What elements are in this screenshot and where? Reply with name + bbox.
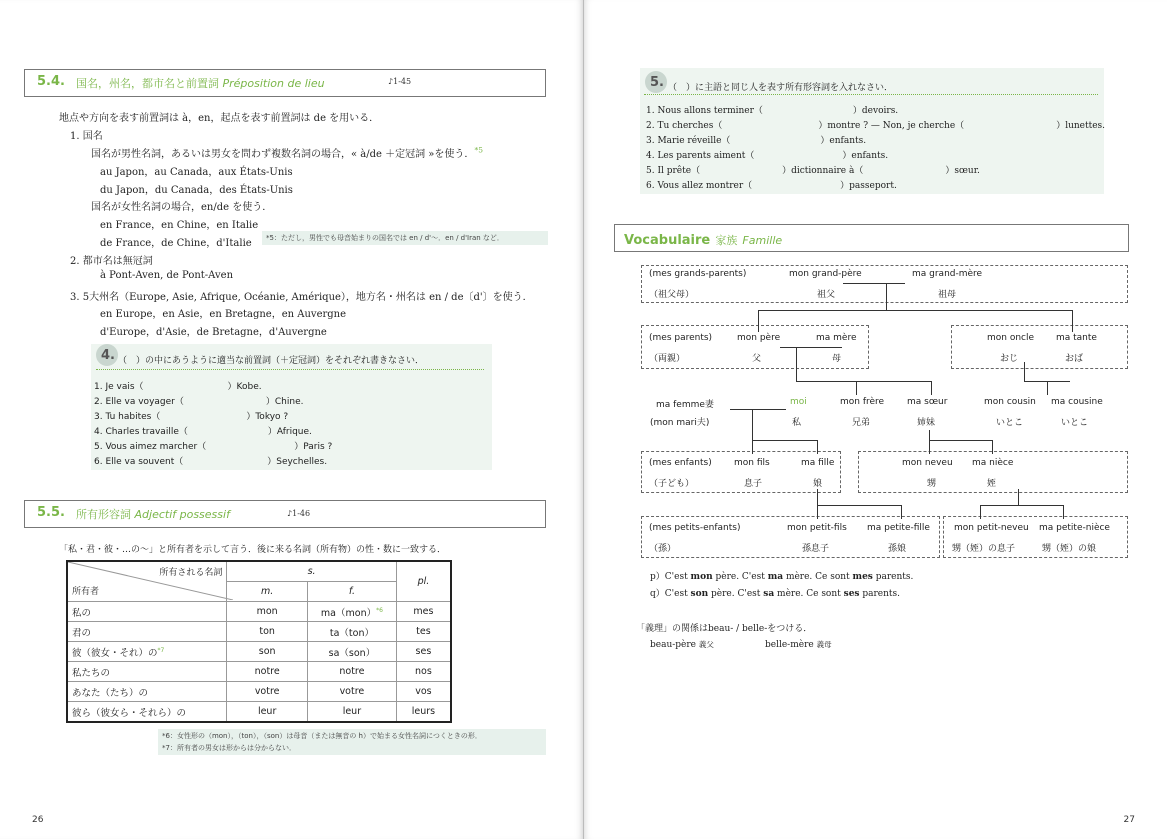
exercise-4-instruction: （ ）の中にあうように適当な前置詞（＋定冠詞）をそれぞれ書きなさい． [118,356,425,366]
exercise-4-line [94,409,288,422]
connector [780,347,842,348]
grandnephew-jp: 甥（姪）の息子 [952,544,1016,554]
connector [817,440,818,454]
exercise-4-divider [96,369,484,370]
me: moi [790,397,807,407]
parents-label: (mes parents) [649,333,713,343]
example-q: q）C'est son père. C'est sa mère. Ce sont ses parents. [650,589,901,599]
granddaughter: ma petite-fille [867,523,930,533]
cousin-m: mon cousin [984,397,1036,407]
exercise-4-line [94,379,262,392]
son-jp: 息子 [744,479,763,489]
table-cell-m: ton [227,622,308,642]
ex5-line-2: 2. Tu cherches（ ）montre ? — Non, je cherche（ ）lunettes. [646,121,1106,131]
footnotes-6-7 [158,729,546,755]
ex5-line-4: 4. Les parents aiment（ ）enfants. [646,151,889,161]
connector [1072,310,1073,332]
connector [931,381,932,395]
connector [992,440,993,454]
table-row [67,662,451,682]
connector [796,381,932,382]
ex5-line-1: 1. Nous allons terminer（ ）devoirs. [646,106,899,116]
footnote-7: *7：所有者の男女は形からは分からない． [162,744,296,752]
item-country-fem: 国名が女性名詞の場合，en/de を使う． [91,202,273,213]
exercise-line-text: ）Paris ? [294,442,333,452]
table-row [67,702,451,723]
section-5-5-title: 所有形容詞 Adjectif possessif [76,508,230,521]
grandchildren-label: (mes petits-enfants) [649,523,741,533]
ex5-line-6: 6. Vous allez montrer（ ）passeport. [646,181,897,191]
example-en-region: en Europe，en Asie，en Bretagne，en Auvergne [100,309,347,320]
footnote-6: *6：女性形の（mon），（ton），（son）は母音（または無音の h）で始まる女性名詞につくときの形． [162,732,482,740]
audio-track-1-45: ♪1-45 [388,77,412,86]
nephew: mon neveu [902,458,953,468]
possessive-table [66,560,452,723]
table-cell-owner: 私たちの [67,662,227,682]
table-cell-f: sa（son） [308,642,397,662]
exercise-line-text: 1. Je vais（ [94,382,144,392]
grandnephew: mon petit-neveu [954,523,1029,533]
exercise-4-line [94,454,327,467]
connector [1047,381,1048,395]
grandmother-jp: 祖母 [938,290,957,300]
audio-track-1-46: ♪1-46 [287,509,311,518]
cousin-f-jp: いとこ [1061,418,1089,428]
brother-jp: 兄弟 [852,418,871,428]
wife: ma femme妻 [656,400,714,410]
exercise-line-text: ）Afrique. [267,427,312,437]
table-cell-m: votre [227,682,308,702]
item-country-masc: 国名が男性名詞，あるいは男女を問わず複数名詞の場合，« à/de ＋定冠詞 »を使う．$^{*5}$ [91,145,483,160]
uncle: mon oncle [987,333,1035,343]
right-page [584,0,1167,839]
cousin-m-jp: いとこ [996,418,1024,428]
exercise-line-text: 4. Charles travaille（ [94,427,188,437]
uncle-aunt-row [951,325,1128,369]
exercise-4-number: 4. [101,348,115,363]
example-en: en France，en Chine，en Italie [100,220,259,231]
example-du: du Japon，du Canada，des États-Unis [100,185,293,196]
connector [1063,505,1064,519]
table-cell-f: notre [308,662,397,682]
son: mon fils [734,458,770,468]
section-5-4-title: 国名，州名，都市名と前置詞 Préposition de lieu [76,77,325,90]
connector [817,505,902,506]
connector [730,409,786,410]
exercise-5-divider [644,94,1098,95]
section-5-5-number: 5.5. [37,505,65,520]
connector [843,283,905,284]
niece-jp: 姪 [987,479,997,489]
niece: ma nièce [972,458,1014,468]
vocab-title: Vocabulaire 家族 Famille [624,233,783,248]
example-au: au Japon，au Canada，aux États-Unis [100,167,293,178]
table-cell-owner: 彼（彼女・それ）の$^{*7}$ [67,642,227,662]
table-cell-m: son [227,642,308,662]
exercise-line-text: 3. Tu habites（ [94,412,161,422]
connector [856,381,857,395]
exercise-line-text: 6. Elle va souvent（ [94,457,184,467]
mother: ma mère [816,333,857,343]
section-5-4-number: 5.4. [37,74,65,89]
grandniece: ma petite-nièce [1039,523,1110,533]
grandparents-label: (mes grands-parents) [649,269,747,279]
uncle-jp: おじ [1000,354,1019,364]
children-label-jp: （子ども） [649,479,695,489]
in-law-note: 「義理」の関係はbeau- / belle-をつける． [636,624,813,634]
daughter: ma fille [801,458,835,468]
connector [752,440,818,441]
header-singular: s. [227,561,397,582]
nephew-jp: 甥 [927,479,937,489]
connector [752,440,753,454]
aunt: ma tante [1056,333,1097,343]
table-cell-owner: 私の [67,602,227,622]
header-owned-noun: 所有される名詞 [159,568,223,578]
item-city: 2. 都市名は無冠詞 [70,256,153,267]
connector [752,409,753,440]
exercise-line-text: ）Chine. [265,397,304,407]
table-row [67,642,451,662]
table-row [67,602,451,622]
me-jp: 私 [792,418,802,428]
header-feminine: f. [308,582,397,602]
exercise-line-text: ）Seychelles. [267,457,328,467]
exercise-5-number: 5. [650,75,664,90]
grandparents-label-jp: （祖父母） [649,290,695,300]
connector [817,505,818,519]
connector [796,347,797,381]
parents-label-jp: （両親） [649,354,686,364]
brother: mon frère [840,397,885,407]
footnote-5: *5：ただし，男性でも母音始まりの国名では en / d'〜．en / d'Iran など． [262,231,548,245]
connector [1024,362,1025,382]
page-number-right: 27 [1123,815,1135,825]
table-cell-pl: tes [396,622,451,642]
grandchildren-label-jp: （孫） [649,544,677,554]
cousin-f: ma cousine [1051,397,1103,407]
header-masculine: m. [227,582,308,602]
table-cell-owner: 君の [67,622,227,642]
table-cell-pl: ses [396,642,451,662]
connector [929,440,930,454]
ex5-line-5: 5. Il prête（ ）dictionnaire à（ ）sœur. [646,166,980,176]
grandfather: mon grand-père [789,269,862,279]
connector [758,310,759,332]
table-cell-pl: leurs [396,702,451,723]
table-cell-owner: あなた（たち）の [67,682,227,702]
connector [901,505,902,519]
exercise-line-text: ）Kobe. [227,382,262,392]
example-p: p）C'est mon père. C'est ma mère. Ce sont mes parents. [650,572,914,582]
exercise-4-line [94,439,332,452]
page-number-left: 26 [32,815,44,825]
table-cell-pl: nos [396,662,451,682]
daughter-jp: 娘 [813,479,823,489]
ex5-line-3: 3. Marie réveille（ ）enfants. [646,136,867,146]
intro-text: 地点や方向を表す前置詞は à，en，起点を表す前置詞は de を用いる． [59,113,380,124]
exercise-4-line [94,394,303,407]
granddaughter-jp: 孫娘 [888,544,907,554]
table-cell-pl: vos [396,682,451,702]
mother-jp: 母 [832,354,842,364]
table-cell-owner: 彼ら（彼女ら・それら）の [67,702,227,723]
exercise-4-line [94,424,312,437]
table-cell-m: leur [227,702,308,723]
table-cell-f: ma（mon）$^{*6}$ [308,602,397,622]
father-jp: 父 [752,354,762,364]
possessive-intro: 「私・君・彼・…の〜」と所有者を示して言う．後に来る名詞（所有物）の性・数に一致する． [59,545,447,555]
header-plural: pl. [396,561,451,602]
table-cell-m: mon [227,602,308,622]
sister-jp: 姉妹 [917,418,936,428]
exercise-line-text: 5. Vous aimez marcher（ [94,442,207,452]
connector [929,440,993,441]
table-cell-f: votre [308,682,397,702]
example-de: de France，de Chine，d'Italie [100,238,252,249]
sister: ma sœur [907,397,948,407]
item-country: 1. 国名 [70,131,103,142]
connector [980,505,1064,506]
table-cell-f: ta（ton） [308,622,397,642]
table-row [67,682,451,702]
header-owner: 所有者 [72,587,100,597]
table-cell-m: notre [227,662,308,682]
grandniece-jp: 甥（姪）の娘 [1042,544,1097,554]
connector [817,489,818,505]
table-cell-pl: mes [396,602,451,622]
connector [980,505,981,519]
children-label: (mes enfants) [649,458,712,468]
connector [1018,489,1019,505]
grandfather-jp: 祖父 [817,290,836,300]
example-de-region: d'Europe，d'Asie，de Bretagne，d'Auvergne [100,327,327,338]
connector [929,430,930,440]
table-cell-f: leur [308,702,397,723]
husband: (mon mari夫) [650,418,710,428]
grandson: mon petit-fils [787,523,847,533]
grandson-jp: 孫息子 [802,544,830,554]
father: mon père [737,333,781,343]
connector [886,283,887,310]
table-diagonal-header [67,561,227,602]
grandmother: ma grand-mère [912,269,983,279]
belle-mere: belle-mère 義母 [765,640,832,650]
exercise-line-text: ）Tokyo ? [246,412,289,422]
connector [758,310,1072,311]
example-city: à Pont-Aven, de Pont-Aven [100,270,234,281]
table-row [67,622,451,642]
beau-pere: beau-père 義父 [650,640,714,650]
aunt-jp: おば [1065,354,1084,364]
item-continent: 3. 5大州名（Europe, Asie, Afrique, Océanie, Amérique），地方名・州名は en / de〔d'〕を使う． [70,292,533,303]
exercise-5-instruction: （ ）に主語と同じ人を表す所有形容詞を入れなさい． [668,83,894,93]
exercise-line-text: 2. Elle va voyager（ [94,397,184,407]
